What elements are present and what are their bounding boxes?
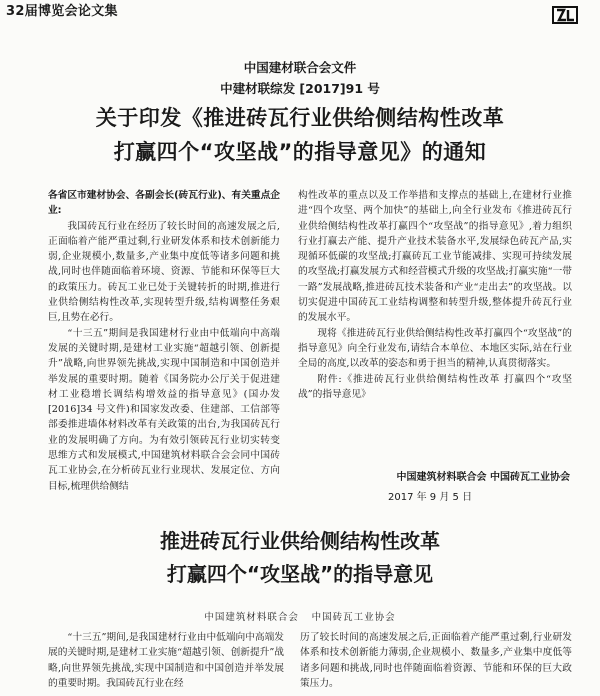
guidance-orgs [0,609,600,623]
attachment-line: 附件:《推进砖瓦行业供给侧结构性改革 打赢四个“攻坚战”的指导意见》 [298,373,572,400]
guidance-org-2: 中国砖瓦工业协会 [311,612,396,623]
notice-right-column [298,188,572,456]
signature-date: 2017 年 9 月 5 日 [388,492,473,503]
left-paragraph-1: 我国砖瓦行业在经历了较长时间的高速发展之后,正面临着产能严重过剩,行业研发体系和技术创新能力弱,企业规模小,数量多,产业集中度低等诸多问题和挑战,同时也伴随面临着环境、资源、节能和环保等巨大的政策压力。砖瓦工业已处于关键转折的时期,推进行业供给侧结构性改革,实现转型升级,结构调整任务艰巨,且势在必行。 [48,220,280,324]
guidance-org-1: 中国建筑材料联合会 [204,612,299,623]
notice-left-column [48,188,280,510]
guidance-left-paragraph: “十三五”期间,是我国建材行业由中低端向中高端发展的关键时期,是建材工业实施“超越引领、创新提升”战略,向世界领先挑战,实现中国制造和中国创造并举发展的重要时期。我国砖瓦行业在经 [48,632,284,689]
addressee: 各省区市建材协会、各副会长(砖瓦行业)、有关重点企业: [48,190,280,217]
signature-orgs: 中国建筑材料联合会 中国砖瓦工业协会 [396,472,570,483]
document-number: 中建材联综发 [2017]91 号 [220,81,380,96]
header-title: 32届博览会论文集 [6,4,118,19]
guidance-right-paragraph: 历了较长时间的高速发展之后,正面临着产能严重过剩,行业研发体系和技术创新能力薄弱,企业规模小、数量多,产业集中度低等诸多问题和挑战,同时也伴随面临着资源、节能和环保的巨大政策压力。 [300,632,572,689]
issuer-line: 中国建材联合会文件 [243,60,357,75]
left-paragraph-2: “十三五”期间是我国建材行业由中低端向中高端发展的关键时期,是建材工业实施“超越引领、创新提升”战略,向世界领先挑战,实现中国制造和中国创造并举发展的重要时期。随着《国务院办公厅关于促进建材工业稳增长调结构增效益的指导意见》(国办发 [2016]34 号文件)和国家发改委、住建部、工信部等部委推进墙体材料改革有关政策的出台,为我国砖瓦行业的发展明确了方向。为有效引领砖瓦行业切实转变思维方式和发展模式,中国建筑材料联合会会同中国砖瓦工业协会,在分析砖瓦业行业现状、发展定位、方向目标,梳理供给侧结 [48,327,280,492]
guidance-title-line1: 推进砖瓦行业供给侧结构性改革 [160,529,440,553]
logo-icon [552,6,578,24]
guidance-right-body [300,630,572,696]
notice-title-line1: 关于印发《推进砖瓦行业供给侧结构性改革 [95,106,505,130]
right-paragraph-2: 现将《推进砖瓦行业供给侧结构性改革打赢四个“攻坚战”的指导意见》向全行业发布,请结合本单位、本地区实际,站在行业全局的高度,以改革的姿态和勇于担当的精神,认真贯彻落实。 [298,327,572,370]
notice-title-line2: 打赢四个“攻坚战”的指导意见》的通知 [113,140,487,164]
guidance-title-line2: 打赢四个“攻坚战”的指导意见 [166,562,434,586]
right-paragraph-1: 构性改革的重点以及工作举措和支撑点的基础上,在建材行业推进“四个攻坚、两个加快”的基础上,向全行业发布《推进砖瓦行业供给侧结构性改革打赢四个“攻坚战”的指导意见》,着力组织行业打赢去产能、提升产业技术装备水平,发展绿色砖瓦产品,实现循环低碳的攻坚战;打赢砖瓦工业节能减排、实现可持续发展的攻坚战;打赢发展方式和经营模式升级的攻坚战;打赢实施“一带一路”发展战略,推进砖瓦技术装备和产业“走出去”的攻坚战。以切实促进中国砖瓦工业结构调整和转型升级,整体提升砖瓦行业的发展水平。 [298,190,572,324]
guidance-left-body [48,630,284,696]
